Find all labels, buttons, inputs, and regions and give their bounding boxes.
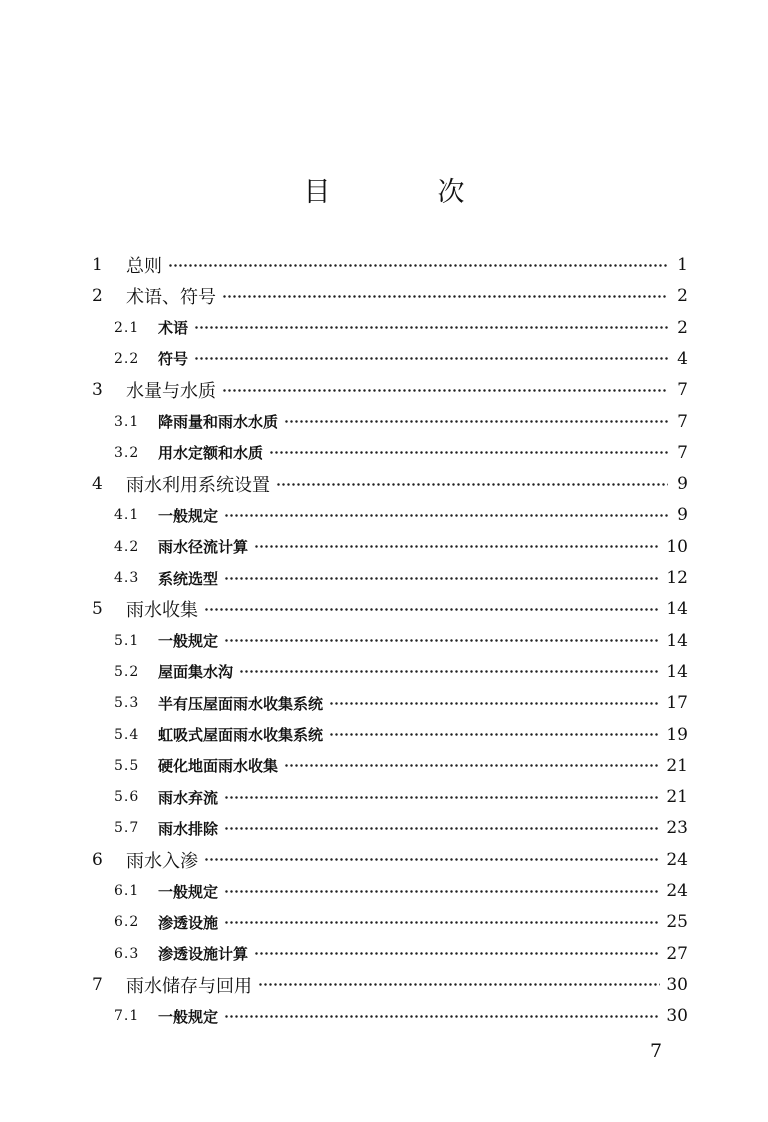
toc-entry-number: 2 [92,286,103,307]
toc-entry-title: 总则 [126,256,162,277]
toc-section-entry[interactable] [92,438,688,468]
toc-section-entry[interactable] [92,907,688,937]
dot-leader [222,383,668,397]
toc-entry-page: 9 [677,505,688,526]
toc-section-entry[interactable] [92,407,688,437]
toc-entry-page: 12 [666,568,688,588]
toc-entry-page: 7 [677,442,688,463]
toc-entry-title: 雨水排除 [158,819,219,838]
dot-leader [168,258,668,272]
toc-entry-number: 1 [92,255,103,275]
toc-entry-title: 硬化地面雨水收集 [158,757,279,776]
toc-entry-title: 用水定额和水质 [158,444,264,463]
dot-leader [276,477,668,491]
toc-section-entry[interactable] [92,344,688,374]
dot-leader [284,759,660,773]
toc-section-entry[interactable] [92,626,688,656]
toc-section-entry[interactable] [92,500,688,530]
toc-entry-number: 3.1 [114,413,140,430]
dot-leader [224,790,660,804]
toc-entry-title: 雨水收集 [126,600,198,622]
toc-chapter-entry[interactable] [92,250,688,280]
dot-leader [224,821,660,835]
toc-entry-number: 3 [92,380,103,401]
toc-section-entry[interactable] [92,688,688,718]
dot-leader [254,540,660,554]
dot-leader [224,571,660,585]
toc-entry-page: 21 [666,755,688,776]
toc-entry-number: 4 [92,474,103,495]
dot-leader [224,634,660,648]
toc-entry-page: 30 [666,1006,688,1027]
toc-section-entry[interactable] [92,720,688,750]
toc-chapter-entry[interactable] [92,281,688,311]
toc-entry-number: 5.3 [114,695,140,712]
toc-entry-title: 一般规定 [158,506,219,525]
toc-entry-number: 5.2 [114,663,140,680]
toc-entry-page: 7 [677,411,688,432]
toc-entry-title: 雨水径流计算 [158,538,249,557]
toc-entry-title: 雨水储存与回用 [126,975,252,997]
dot-leader [222,289,668,303]
toc-entry-page: 21 [666,787,688,808]
toc-entry-page: 2 [677,286,688,307]
toc-chapter-entry[interactable] [92,970,688,1000]
toc-entry-page: 2 [677,317,688,338]
toc-entry-title: 术语 [158,319,189,338]
toc-entry-title: 屋面集水沟 [158,663,234,682]
toc-entry-page: 17 [666,693,688,714]
dot-leader [258,978,660,992]
toc-entry-number: 6.2 [114,914,140,931]
toc-entry-page: 24 [666,849,688,870]
toc-entry-title: 雨水利用系统设置 [126,475,270,497]
dot-leader [269,446,668,460]
dot-leader [204,602,660,616]
toc-entry-page: 30 [666,974,688,995]
toc-entry-number: 5.6 [114,789,140,806]
toc-section-entry[interactable] [92,532,688,562]
toc-entry-title: 雨水入渗 [126,850,198,872]
toc-entry-page: 19 [666,724,688,745]
toc-entry-page: 14 [666,661,688,682]
toc-section-entry[interactable] [92,782,688,812]
toc-entry-page: 14 [666,630,688,651]
dot-leader [329,728,660,742]
toc-section-entry[interactable] [92,313,688,343]
toc-entry-number: 2.1 [114,319,140,336]
toc-entry-title: 水量与水质 [126,381,216,403]
dot-leader [204,853,660,867]
toc-entry-page: 4 [677,348,688,369]
toc-section-entry[interactable] [92,563,688,593]
toc-chapter-entry[interactable] [92,375,688,405]
toc-section-entry[interactable] [92,751,688,781]
toc-chapter-entry[interactable] [92,594,688,624]
toc-entry-number: 4.3 [114,570,140,586]
toc-entry-title: 一般规定 [158,632,219,651]
toc-entry-title: 半有压屋面雨水收集系统 [158,694,324,713]
toc-entry-number: 5.7 [114,820,140,837]
dot-leader [224,1009,660,1023]
toc-entry-title: 渗透设施计算 [158,945,249,964]
toc-chapter-entry[interactable] [92,469,688,499]
toc-entry-number: 2.2 [114,350,140,367]
dot-leader [224,884,660,898]
toc-entry-title: 系统选型 [158,569,219,588]
toc-entry-title: 符号 [158,350,189,369]
toc-entry-page: 27 [666,943,688,964]
toc-section-entry[interactable] [92,1001,688,1031]
dot-leader [194,352,668,366]
toc-entry-title: 一般规定 [158,882,219,901]
toc-entry-number: 4.1 [114,507,140,524]
toc-entry-title: 雨水弃流 [158,788,219,807]
toc-section-entry[interactable] [92,939,688,969]
toc-entry-number: 5.1 [114,632,140,649]
toc-entry-number: 4.2 [114,538,140,555]
toc-entry-page: 23 [666,818,688,839]
toc-entry-number: 5.4 [114,726,140,743]
dot-leader [329,696,660,710]
toc-chapter-entry[interactable] [92,845,688,875]
toc-entry-page: 7 [677,380,688,401]
toc-entry-title: 渗透设施 [158,913,219,932]
dot-leader [224,915,660,929]
toc-entry-page: 9 [677,474,688,495]
toc-section-entry[interactable] [92,876,688,906]
toc-entry-number: 6.3 [114,945,140,962]
toc-entry-number: 7 [92,974,103,995]
toc-entry-number: 6.1 [114,883,140,899]
toc-entry-number: 7.1 [114,1008,140,1025]
dot-leader [224,508,668,522]
toc-entry-number: 3.2 [114,444,140,461]
toc-entry-number: 5 [92,599,103,620]
page-number: 7 [650,1040,663,1062]
toc-entry-title: 术语、符号 [126,287,216,309]
toc-entry-page: 24 [666,881,688,901]
toc-entry-page: 10 [666,536,688,557]
toc-section-entry[interactable] [92,813,688,843]
dot-leader [239,665,660,679]
toc-entry-title: 降雨量和雨水水质 [158,413,279,431]
toc-section-entry[interactable] [92,657,688,687]
toc-entry-number: 5.5 [114,757,140,774]
page-title: 目 次 [303,177,505,209]
toc-entry-title: 虹吸式屋面雨水收集系统 [158,726,324,744]
toc-entry-title: 一般规定 [158,1007,219,1026]
dot-leader [194,321,668,335]
dot-leader [254,947,660,961]
toc-entry-page: 1 [677,255,688,275]
toc-entry-page: 25 [666,912,688,933]
dot-leader [284,415,668,429]
toc-entry-page: 14 [666,599,688,620]
toc-entry-number: 6 [92,849,103,870]
